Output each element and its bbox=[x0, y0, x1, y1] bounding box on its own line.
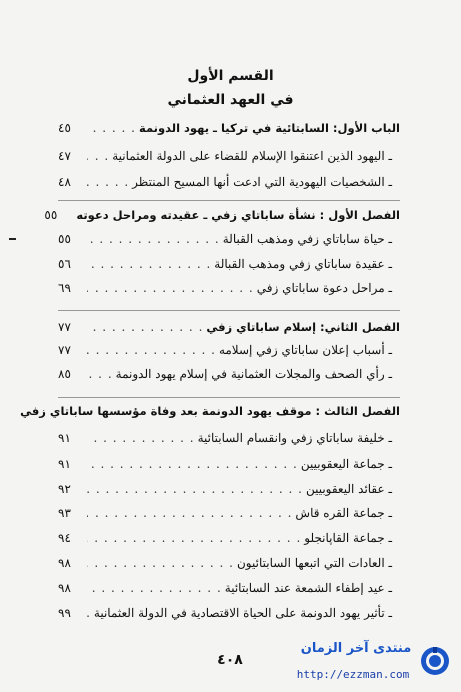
toc-entry: ـ أسباب إعلان ساباتاي زفي إسلامه . . . ٧٧ bbox=[58, 340, 400, 360]
watermark-name: منتدى آخر الزمان bbox=[300, 641, 412, 656]
toc-entry: ـ جماعة اليعقوبيين . . . ٩١ bbox=[58, 454, 400, 474]
watermark-url[interactable]: http://ezzman.com bbox=[296, 668, 410, 681]
toc-entry: ـ جماعة القره قاش . . . ٩٣ bbox=[58, 503, 400, 523]
toc-entry: ـ تأثير يهود الدونمة على الحياة الاقتصادية في الدولة العثمانية . . . ٩٩ bbox=[58, 603, 400, 623]
toc-entry: ـ الشخصيات اليهودية التي ادعت أنها المسيح المنتظر . . . ٤٨ bbox=[58, 172, 400, 192]
toc-entry: ـ حياة ساباتاي زفي ومذهب القبالة . . . ٥٥ bbox=[58, 229, 400, 249]
toc-entry-section-1: الفصل الأول : نشأة ساباتاي زفي ـ عقيدته ومراحل دعوته ٥٥ bbox=[44, 208, 400, 222]
page-number: ٤٠٨ bbox=[217, 652, 243, 668]
margin-mark bbox=[9, 238, 16, 240]
toc-entry: ـ مراحل دعوة ساباتاي زفي . . . ٦٩ bbox=[58, 278, 400, 298]
divider bbox=[58, 310, 400, 311]
divider bbox=[58, 200, 400, 201]
toc-entry: ـ عيد إطفاء الشمعة عند السابتائية . . . ٩٨ bbox=[58, 578, 400, 598]
toc-entry: ـ عقيدة ساباتاي زفي ومذهب القبالة . . . ٥٦ bbox=[58, 254, 400, 274]
toc-entry: ـ عقائد اليعقوبيين . . . ٩٢ bbox=[58, 479, 400, 499]
toc-entry: ـ خليفة ساباتاي زفي وانقسام السابتائية . . . ٩١ bbox=[58, 428, 400, 448]
divider bbox=[58, 397, 400, 398]
toc-entry: ـ اليهود الذين اعتنقوا الإسلام للقضاء على الدولة العثمانية . . . ٤٧ bbox=[58, 146, 400, 166]
toc-entry-section-2: الفصل الثاني: إسلام ساباتاي زفي . . . ٧٧ bbox=[58, 317, 400, 337]
toc-entry: ـ جماعة القاپانجلو . . . ٩٤ bbox=[58, 528, 400, 548]
toc-entry-chapter-1: الباب الأول: السابتائية في تركيا ـ يهود الدونمة . . . ٤٥ bbox=[58, 118, 400, 138]
toc-entry: ـ رأي الصحف والمجلات العثمانية في إسلام يهود الدونمة . . . ٨٥ bbox=[58, 364, 400, 384]
section-title: القسم الأول bbox=[187, 68, 274, 84]
toc-entry-section-3: الفصل الثالث : موقف يهود الدونمة بعد وفاة مؤسسها ساباتاي زفي bbox=[20, 404, 400, 418]
section-subtitle: في العهد العثماني bbox=[167, 92, 294, 108]
forum-logo-icon bbox=[420, 646, 450, 676]
toc-entry: ـ العادات التي اتبعها السابتائيون . . . ٩٨ bbox=[58, 553, 400, 573]
